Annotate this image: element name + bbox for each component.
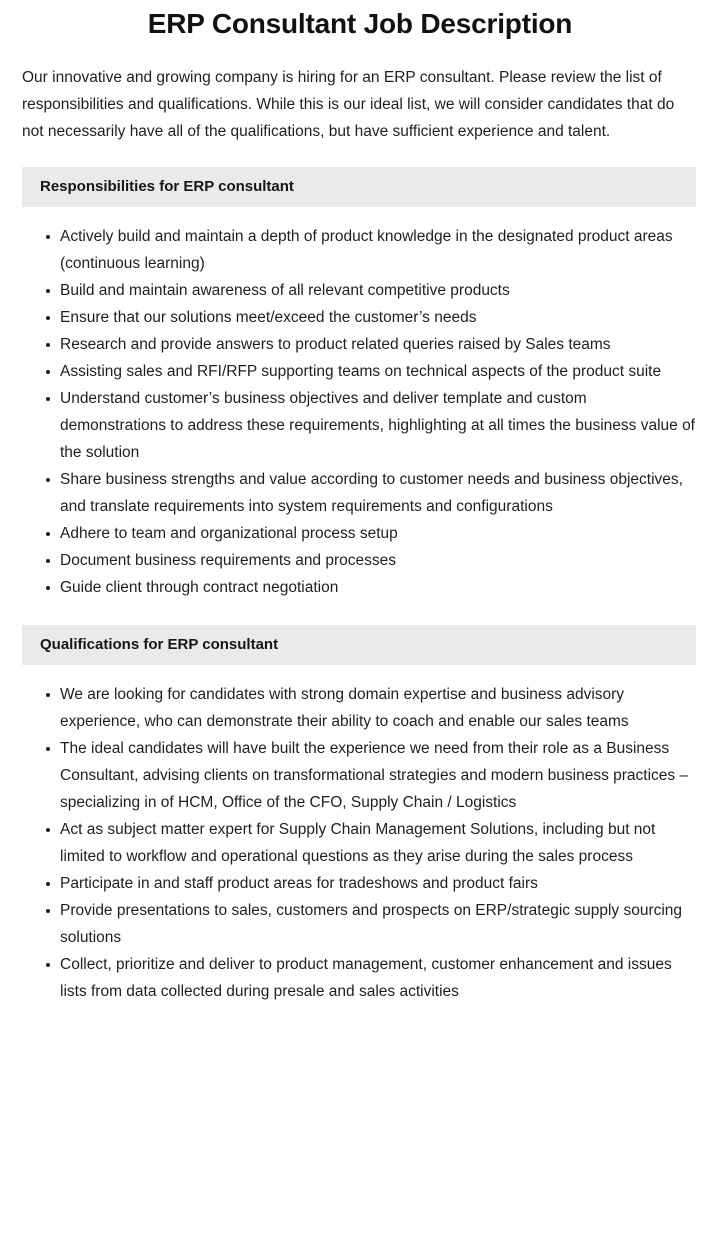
section-heading-qualifications: Qualifications for ERP consultant <box>22 625 696 665</box>
list-item: Provide presentations to sales, customers and prospects on ERP/strategic supply sourcing solutions <box>22 897 696 951</box>
list-item: Adhere to team and organizational process setup <box>22 520 696 547</box>
list-item: Participate in and staff product areas for tradeshows and product fairs <box>22 870 696 897</box>
responsibilities-list <box>0 207 720 603</box>
list-item: Build and maintain awareness of all relevant competitive products <box>22 277 696 304</box>
list-item: We are looking for candidates with strong domain expertise and business advisory experience, who can demonstrate their ability to coach and enable our sales teams <box>22 681 696 735</box>
intro-paragraph: Our innovative and growing company is hiring for an ERP consultant. Please review the list of responsibilities and qualifications. While this is our ideal list, we will consider candidates that do not necessarily have all of the qualifications, but have sufficient experience and talent. <box>22 69 675 140</box>
list-item: Assisting sales and RFI/RFP supporting teams on technical aspects of the product suite <box>22 358 696 385</box>
qualifications-list <box>0 665 720 1023</box>
section-responsibilities <box>0 167 720 603</box>
list-item: Share business strengths and value according to customer needs and business objectives, and translate requirements into system requirements and configurations <box>22 466 696 520</box>
list-item: Actively build and maintain a depth of product knowledge in the designated product areas (continuous learning) <box>22 223 696 277</box>
list-item: Act as subject matter expert for Supply Chain Management Solutions, including but not limited to workflow and operational questions as they arise during the sales process <box>22 816 696 870</box>
list-item: Research and provide answers to product related queries raised by Sales teams <box>22 331 696 358</box>
list-item: Ensure that our solutions meet/exceed the customer’s needs <box>22 304 696 331</box>
list-item: Collect, prioritize and deliver to product management, customer enhancement and issues lists from data collected during presale and sales activities <box>22 951 696 1005</box>
section-heading-responsibilities: Responsibilities for ERP consultant <box>22 167 696 207</box>
list-item: Understand customer’s business objectives and deliver template and custom demonstrations to address these requirements, highlighting at all times the business value of the solution <box>22 385 696 466</box>
section-qualifications <box>0 625 720 1023</box>
list-item: The ideal candidates will have built the experience we need from their role as a Business Consultant, advising clients on transformational strategies and modern business practices – specializing in of HCM, Office of the CFO, Supply Chain / Logistics <box>22 735 696 816</box>
list-item: Document business requirements and processes <box>22 547 696 574</box>
list-item: Guide client through contract negotiation <box>22 574 696 601</box>
page-title: ERP Consultant Job Description <box>147 8 573 39</box>
